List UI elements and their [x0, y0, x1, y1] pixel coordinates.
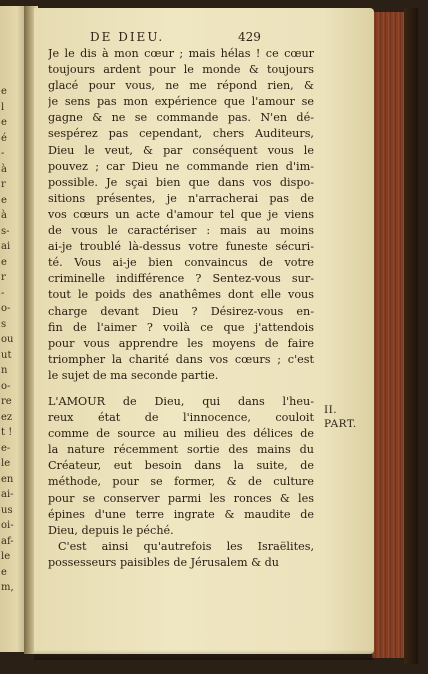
text-line: gagne & ne se commande pas. N'en dé- [48, 111, 314, 125]
left-page-fragment: à [1, 163, 7, 175]
paragraph-3 [48, 539, 314, 571]
left-page-fragment: e [1, 256, 7, 268]
text-line: C'est ainsi qu'autrefois les Israëlites, [58, 539, 314, 553]
text-line: ai-je troublé là-dessus votre funeste sécuri- [48, 240, 314, 254]
left-page-fragment: e [1, 566, 7, 578]
margin-note-part-label: PART. [324, 418, 357, 430]
left-page-fragment: le [1, 458, 11, 469]
text-line: je sens pas mon expérience que l'amour se [48, 95, 314, 109]
text-line: sespérez pas cependant, chers Auditeurs, [48, 127, 314, 141]
text-line: glacé pour vous, ne me répond rien, & [48, 79, 314, 93]
left-page-fragment: r [1, 179, 6, 190]
left-page-fragment: e- [1, 442, 11, 454]
left-page-fragment: ou [1, 334, 14, 345]
left-page-fragment: ai [1, 241, 11, 252]
text-line: possible. Je sçai bien que dans vos dispo- [48, 175, 314, 189]
left-page-fragment: é [1, 132, 7, 144]
left-page-fragment: à [1, 210, 7, 221]
left-page-fragment: ai- [1, 489, 14, 500]
paragraph-2 [48, 394, 314, 539]
left-page-fragment: oi- [1, 520, 14, 531]
text-line: méthode, pour se former, & de culture [48, 475, 314, 489]
text-line: L'AMOUR de Dieu, qui dans l'heu- [48, 394, 314, 408]
left-page-fragment: s- [1, 225, 10, 237]
text-line: vos cœurs un acte d'amour tel que je viens [48, 207, 314, 221]
margin-note-part-number: II. [324, 404, 338, 416]
text-line: Dieu le veut, & par conséquent vous le [48, 143, 314, 157]
text-line: pour se conserver parmi les ronces & les [48, 491, 314, 505]
book-cover-edge [404, 8, 418, 664]
left-page-fragment: e [1, 86, 7, 97]
left-page-fragment: o- [1, 303, 11, 314]
right-page [34, 8, 374, 654]
text-line: Dieu, depuis le péché. [48, 523, 174, 537]
text-line: pour vous apprendre les moyens de faire [48, 336, 314, 350]
page-number: 429 [238, 30, 261, 44]
left-page-fragment: ez [1, 411, 13, 423]
text-line: le sujet de ma seconde partie. [48, 368, 219, 382]
left-page-fragment: e [1, 194, 7, 206]
margin-note [324, 403, 368, 431]
text-line: criminelle indifférence ? Sentez-vous sur- [48, 272, 314, 286]
left-page-fragment: m, [1, 582, 14, 593]
text-line: Créateur, eut besoin dans la suite, de [48, 459, 314, 473]
text-line: comme de source au milieu des délices de [48, 427, 314, 441]
left-page-fragment: t ! [1, 427, 13, 438]
text-line: charge devant Dieu ? Désirez-vous en- [48, 304, 314, 318]
left-page-fragment: le [1, 551, 11, 562]
text-line: reux état de l'innocence, couloit [48, 411, 314, 425]
left-page-fragment: s [1, 318, 7, 330]
text-line: possesseurs paisibles de Jérusalem & du [48, 555, 279, 569]
left-page-fragment: l [1, 101, 5, 113]
left-page-fragment: en [1, 473, 14, 485]
body-text [48, 46, 314, 571]
text-line: épines d'une terre ingrate & maudite de [48, 507, 314, 521]
text-line: toujours ardent pour le monde & toujours [48, 63, 314, 77]
paragraph-1 [48, 46, 314, 384]
text-line: Je le dis à mon cœur ; mais hélas ! ce cœur [48, 47, 314, 60]
left-page-fragment: af- [1, 535, 14, 547]
text-line: pouvez ; car Dieu ne commande rien d'im- [48, 159, 314, 173]
left-page-fragment: - [1, 287, 5, 299]
left-page-fragment: ut [1, 349, 12, 361]
left-page-fragment: - [1, 148, 5, 159]
text-line: té. Vous ai-je bien convaincus de votre [48, 256, 314, 270]
left-page-fragment: re [1, 396, 12, 407]
page-shadow [34, 650, 374, 660]
section-break [48, 384, 314, 394]
left-page-fragment: n [1, 365, 8, 376]
text-line: fin de l'aimer ? voilà ce que j'attendois [48, 320, 314, 334]
left-page-fragment: r [1, 272, 6, 283]
text-line: tout le poids des anathêmes dont elle vous [48, 288, 314, 302]
text-line: sitions présentes, je n'arracherai pas de [48, 191, 314, 205]
text-line: triompher la charité dans vos cœurs ; c'est [48, 352, 314, 366]
left-page-fragment: us [1, 504, 13, 516]
page-block-edges [372, 12, 408, 658]
text-line: la nature récemment sortie des mains du [48, 443, 314, 457]
left-page-fragment: o- [1, 380, 11, 392]
running-title: DE DIEU. [90, 30, 165, 44]
text-line: de vous le caractériser : mais au moins [48, 224, 314, 238]
left-page-fragment: e [1, 117, 7, 128]
